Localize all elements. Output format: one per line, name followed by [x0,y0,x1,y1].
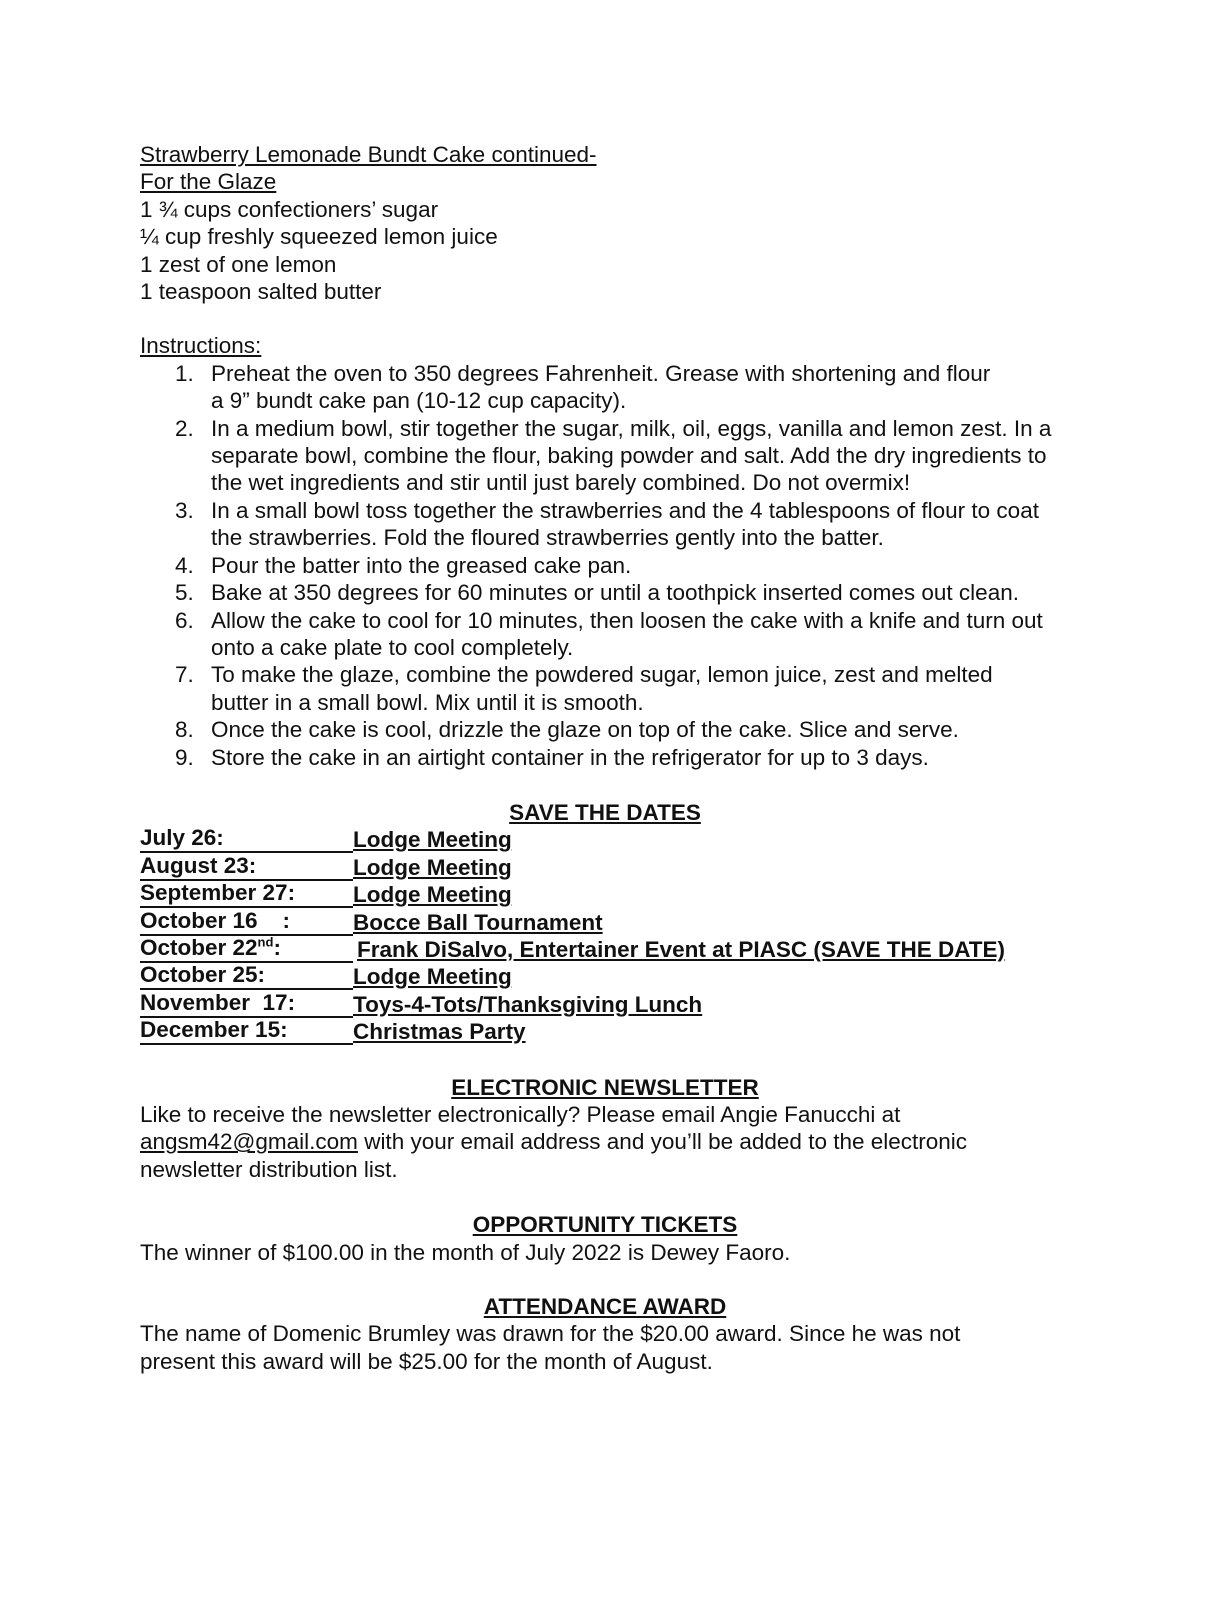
instruction-step: Bake at 350 degrees for 60 minutes or until a toothpick inserted comes out clean. [211,580,1019,606]
instruction-step: Preheat the oven to 350 degrees Fahrenheit. Grease with shortening and flour a 9” bundt cake pan (10-12 cup capacity). [211,360,991,414]
event-cell: Christmas Party [353,1019,526,1045]
date-text: October 22 [140,934,258,960]
event-cell: Lodge Meeting [353,964,512,990]
date-row [140,909,1100,936]
date-cell [140,936,353,963]
ingredient-item: 1 ¾ cups confectioners’ sugar [140,196,439,222]
instructions-heading: Instructions: [140,333,262,359]
date-cell: September 27: [140,881,353,908]
newsletter-heading: ELECTRONIC NEWSLETTER [451,1074,759,1100]
date-row [140,991,1100,1018]
tickets-text: The winner of $100.00 in the month of July 2022 is Dewey Faoro. [140,1239,791,1265]
event-cell: Lodge Meeting [353,882,512,908]
tickets-heading: OPPORTUNITY TICKETS [472,1212,738,1238]
date-cell: October 16 : [140,909,353,936]
instruction-step: To make the glaze, combine the powdered sugar, lemon juice, zest and melted butter in a small bowl. Mix until it is smooth. [211,662,993,715]
date-row [140,1018,1100,1045]
instruction-step: In a small bowl toss together the strawberries and the 4 tablespoons of flour to coat the strawberries. Fold the floured strawberries gently into the batter. [211,497,1039,551]
instruction-step: Pour the batter into the greased cake pan. [211,552,632,578]
glaze-heading: For the Glaze [140,169,277,195]
date-cell: November 17: [140,991,353,1018]
date-colon: : [273,934,281,960]
date-row [140,826,1100,853]
ingredient-item: 1 zest of one lemon [140,251,337,277]
newsletter-text-after: with your email address and you’ll be added to the electronic newsletter distribution list. [140,1129,968,1182]
ingredient-item: 1 teaspoon salted butter [140,279,382,305]
date-row [140,936,1100,963]
date-row [140,881,1100,908]
date-cell: December 15: [140,1018,353,1045]
event-cell: Frank DiSalvo, Entertainer Event at PIASC (SAVE THE DATE) [357,936,1006,962]
newsletter-text-before: Like to receive the newsletter electronically? Please email Angie Fanucchi at [140,1102,901,1127]
date-cell: October 25: [140,963,353,990]
date-row [140,963,1100,990]
event-cell: Bocce Ball Tournament [353,909,603,935]
newsletter-page [140,141,1100,1375]
event-cell: Toys-4-Tots/Thanksgiving Lunch [353,991,703,1017]
date-ordinal: nd [257,934,274,950]
date-row [140,854,1100,881]
ingredient-item: ¼ cup freshly squeezed lemon juice [140,224,498,250]
newsletter-text [140,1101,1040,1183]
attendance-text: The name of Domenic Brumley was drawn for the $20.00 award. Since he was not present this award will be $25.00 for the month of August. [140,1321,961,1374]
instruction-step: Allow the cake to cool for 10 minutes, then loosen the cake with a knife and turn out onto a cake plate to cool completely. [211,607,1043,660]
save-the-dates-heading: SAVE THE DATES [509,799,701,825]
instruction-step: Store the cake in an airtight container in the refrigerator for up to 3 days. [211,744,929,770]
date-cell: August 23: [140,854,353,881]
event-cell: Lodge Meeting [353,854,512,880]
instruction-step: Once the cake is cool, drizzle the glaze on top of the cake. Slice and serve. [211,717,959,743]
ingredient-list [140,196,1100,306]
newsletter-email-link[interactable]: angsm42@gmail.com [140,1129,358,1155]
instruction-step: In a medium bowl, stir together the sugar, milk, oil, eggs, vanilla and lemon zest. In a separate bowl, combine the flour, baking powder and salt. Add the dry ingredients to the wet ingredients and stir until just barely combined. Do not overmix! [211,415,1052,496]
attendance-heading: ATTENDANCE AWARD [483,1294,727,1320]
date-cell: July 26: [140,826,353,853]
recipe-title: Strawberry Lemonade Bundt Cake continued- [140,142,597,167]
instruction-steps [140,360,1100,771]
event-cell: Lodge Meeting [353,827,512,853]
dates-table [140,826,1100,1045]
